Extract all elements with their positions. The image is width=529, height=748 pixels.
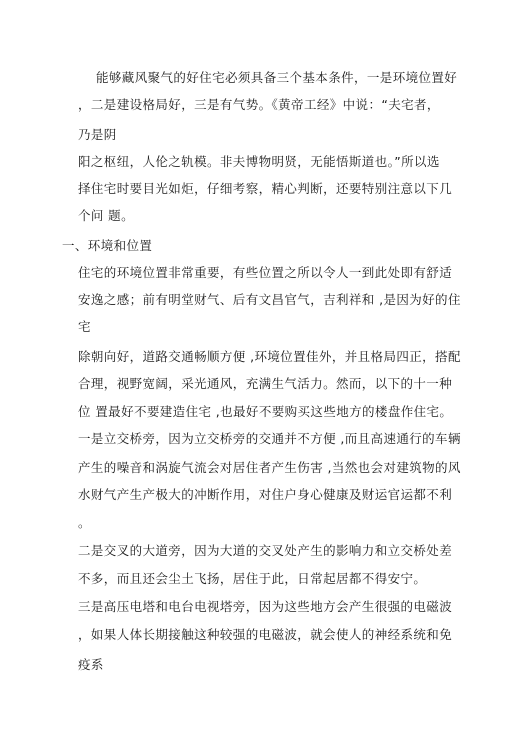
text-line: 不多，而且还会尘土飞扬，居住于此，日常起居都不得安宁。	[78, 571, 427, 586]
text-line: 产生的噪音和涡旋气流会对居住者产生伤害 ,当然也会对建筑物的风	[78, 460, 461, 475]
text-line: 。	[78, 515, 91, 530]
text-line: 安逸之感；前有明堂财气、后有文昌官气，吉利祥和 ,是因为好的住	[78, 292, 461, 307]
text-line: 宅	[78, 319, 91, 334]
text-line: 位 置最好不要建造住宅 ,也最好不要购买这些地方的楼盘作住宅。	[78, 404, 453, 419]
text-line: 能够藏风聚气的好住宅必须具备三个基本条件，一是环境位置好	[96, 70, 458, 85]
text-line: 住宅的环境位置非常重要，有些位置之所以令人一到此处即有舒适	[78, 265, 453, 280]
text-line: 水财气产生产极大的冲断作用，对住户身心健康及财运官运都不利	[78, 487, 453, 502]
section-heading: 一、环境和位置	[62, 238, 153, 253]
text-line: ，如果人体长期接触这种较强的电磁波，就会使人的神经系统和免	[78, 627, 453, 642]
text-line: 一是立交桥旁，因为立交桥旁的交通并不方便 ,而且高速通行的车辆	[78, 431, 461, 446]
text-line: 阳之枢纽，人伦之轨模。非夫博物明贤，无能悟斯道也。”所以选	[78, 154, 440, 169]
text-line: 疫系	[78, 657, 104, 672]
text-line: 乃是阴	[78, 127, 117, 142]
text-line: 合理，视野宽阔，采光通风，充满生气活力。然而，以下的十一种	[78, 376, 453, 391]
text-line: 个问 题。	[78, 208, 134, 223]
text-line: 二是交叉的大道旁，因为大道的交叉处产生的影响力和立交桥处差	[78, 543, 453, 558]
text-line: 除朝向好，道路交通畅顺方便 ,环境位置佳外，并且格局四正，搭配	[78, 349, 461, 364]
text-line: ，二是建设格局好，三是有气势。《黄帝工经》中说：“夫宅者，	[78, 97, 440, 112]
text-line: 三是高压电塔和电台电视塔旁，因为这些地方会产生很强的电磁波	[78, 599, 453, 614]
text-line: 择住宅时要目光如炬，仔细考察，精心判断，还要特别注意以下几	[78, 181, 453, 196]
